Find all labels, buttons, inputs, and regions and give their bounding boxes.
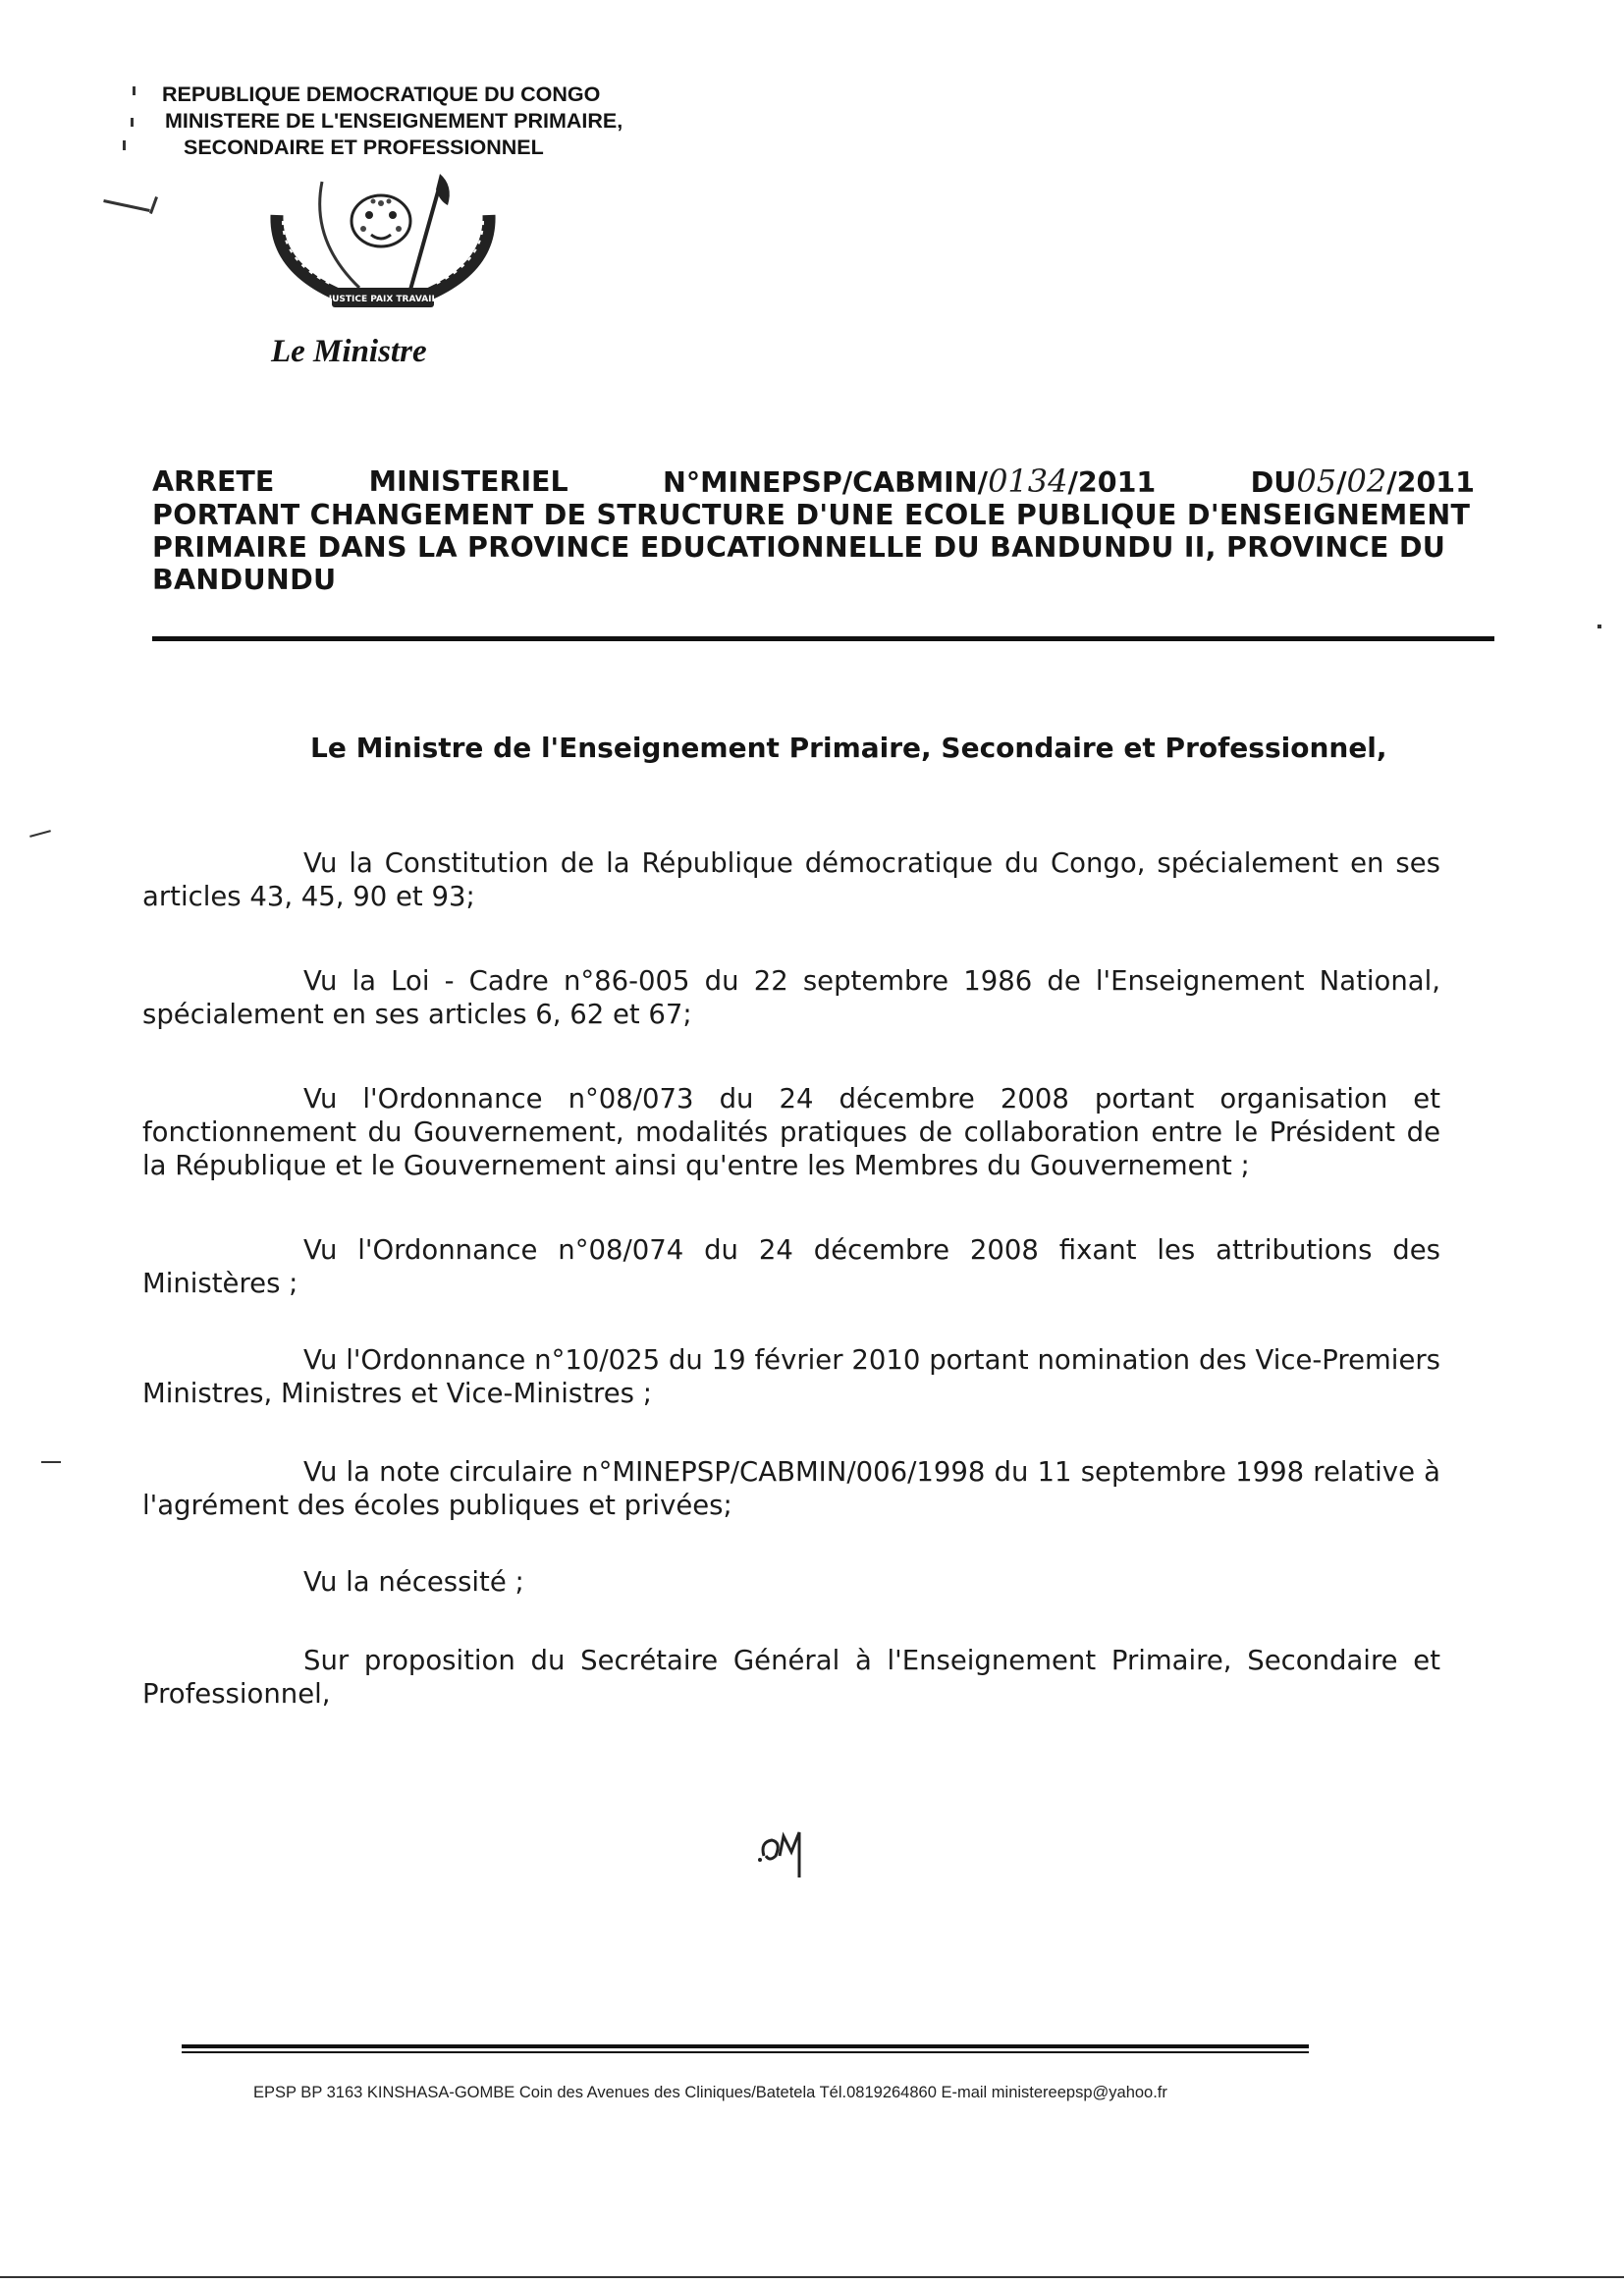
arrete-number — [663, 462, 1157, 500]
paragraph-text: Vu la Loi - Cadre n°86-005 du 22 septembre 1986 de l'Enseignement National, spécialement en ses articles 6, 62 et 67; — [142, 965, 1440, 1030]
scan-mark — [123, 140, 126, 150]
handwritten-initials — [754, 1817, 833, 1885]
paragraph-text: Vu l'Ordonnance n°08/073 du 24 décembre 2008 portant organisation et fonctionnement du Gouvernement, modalités pratiques de collaboration entre le Président de la République et le Gouvernement ainsi qu'entre les Membres du Gouvernement ; — [142, 1083, 1440, 1181]
arrete-date — [1250, 462, 1475, 500]
ministeriel-word: MINISTERIEL — [368, 465, 568, 498]
scan-bottom-edge — [0, 2276, 1624, 2278]
date-year: /2011 — [1386, 466, 1475, 499]
paragraph-text: Vu la nécessité ; — [303, 1566, 524, 1598]
paragraph-note-circulaire — [142, 1455, 1440, 1522]
paragraph-ordonnance-08-074 — [142, 1233, 1440, 1300]
paragraph-text: Vu la note circulaire n°MINEPSP/CABMIN/006/1998 du 11 septembre 1998 relative à l'agrément des écoles publiques et privées; — [142, 1456, 1440, 1521]
handwritten-day: 05 — [1296, 462, 1337, 500]
paragraph-proposition — [142, 1644, 1440, 1711]
letterhead-line-republic: REPUBLIQUE DEMOCRATIQUE DU CONGO — [162, 82, 601, 106]
arrete-number-prefix: N°MINEPSP/CABMIN/ — [663, 466, 989, 499]
footer-address: EPSP BP 3163 KINSHASA-GOMBE Coin des Avenues des Cliniques/Batetela Tél.0819264860 E-mail ministereepsp@yahoo.fr — [253, 2084, 1167, 2101]
arrete-word: ARRETE — [152, 465, 275, 498]
letterhead-line-ministry-cont: SECONDAIRE ET PROFESSIONNEL — [184, 136, 544, 159]
scan-mark — [1597, 625, 1601, 628]
scan-mark — [29, 830, 51, 838]
letterhead — [160, 82, 749, 161]
paragraph-necessite — [142, 1565, 1440, 1599]
footer-rule-thin — [182, 2051, 1309, 2053]
scan-mark — [103, 199, 150, 212]
handwritten-month: 02 — [1346, 462, 1387, 500]
paragraph-text: Vu l'Ordonnance n°08/074 du 24 décembre 2008 fixant les attributions des Ministères ; — [142, 1234, 1440, 1299]
scan-mark — [41, 1461, 61, 1463]
arrete-reference-line — [152, 462, 1475, 500]
paragraph-text: Vu la Constitution de la République démocratique du Congo, spécialement en ses articles 43, 45, 90 et 93; — [142, 847, 1440, 912]
paragraph-ordonnance-10-025 — [142, 1343, 1440, 1410]
letterhead-line-ministry: MINISTERE DE L'ENSEIGNEMENT PRIMAIRE, — [165, 109, 623, 133]
scan-mark — [131, 118, 134, 127]
date-separator: / — [1336, 466, 1347, 499]
handwritten-number: 0134 — [988, 462, 1068, 500]
date-prefix: DU — [1250, 466, 1297, 499]
arrete-subject-line-1: PORTANT CHANGEMENT DE STRUCTURE D'UNE ECOLE PUBLIQUE D'ENSEIGNEMENT — [152, 499, 1471, 531]
emblem-motto: JUSTICE PAIX TRAVAIL — [328, 295, 438, 304]
arrete-subject-line-3: BANDUNDU — [152, 564, 337, 596]
paragraph-text: Vu l'Ordonnance n°10/025 du 19 février 2010 portant nomination des Vice-Premiers Ministres, Ministres et Vice-Ministres ; — [142, 1344, 1440, 1409]
paragraph-constitution — [142, 846, 1440, 913]
minister-title: Le Ministre — [271, 334, 427, 369]
arrete-subject-line-2: PRIMAIRE DANS LA PROVINCE EDUCATIONNELLE DU BANDUNDU II, PROVINCE DU — [152, 531, 1446, 564]
arrete-year: /2011 — [1067, 466, 1157, 499]
title-divider — [152, 636, 1494, 641]
coat-of-arms-emblem — [265, 172, 501, 319]
scan-mark — [149, 196, 158, 214]
arrete-title — [152, 462, 1488, 596]
paragraph-text: Sur proposition du Secrétaire Général à l'Enseignement Primaire, Secondaire et Professionnel, — [142, 1645, 1440, 1710]
footer-rule-thick — [182, 2044, 1309, 2048]
paragraph-ordonnance-08-073 — [142, 1082, 1440, 1182]
minister-heading: Le Ministre de l'Enseignement Primaire, Secondaire et Professionnel, — [310, 732, 1387, 764]
scan-mark — [133, 86, 135, 95]
paragraph-loi-cadre — [142, 964, 1440, 1031]
